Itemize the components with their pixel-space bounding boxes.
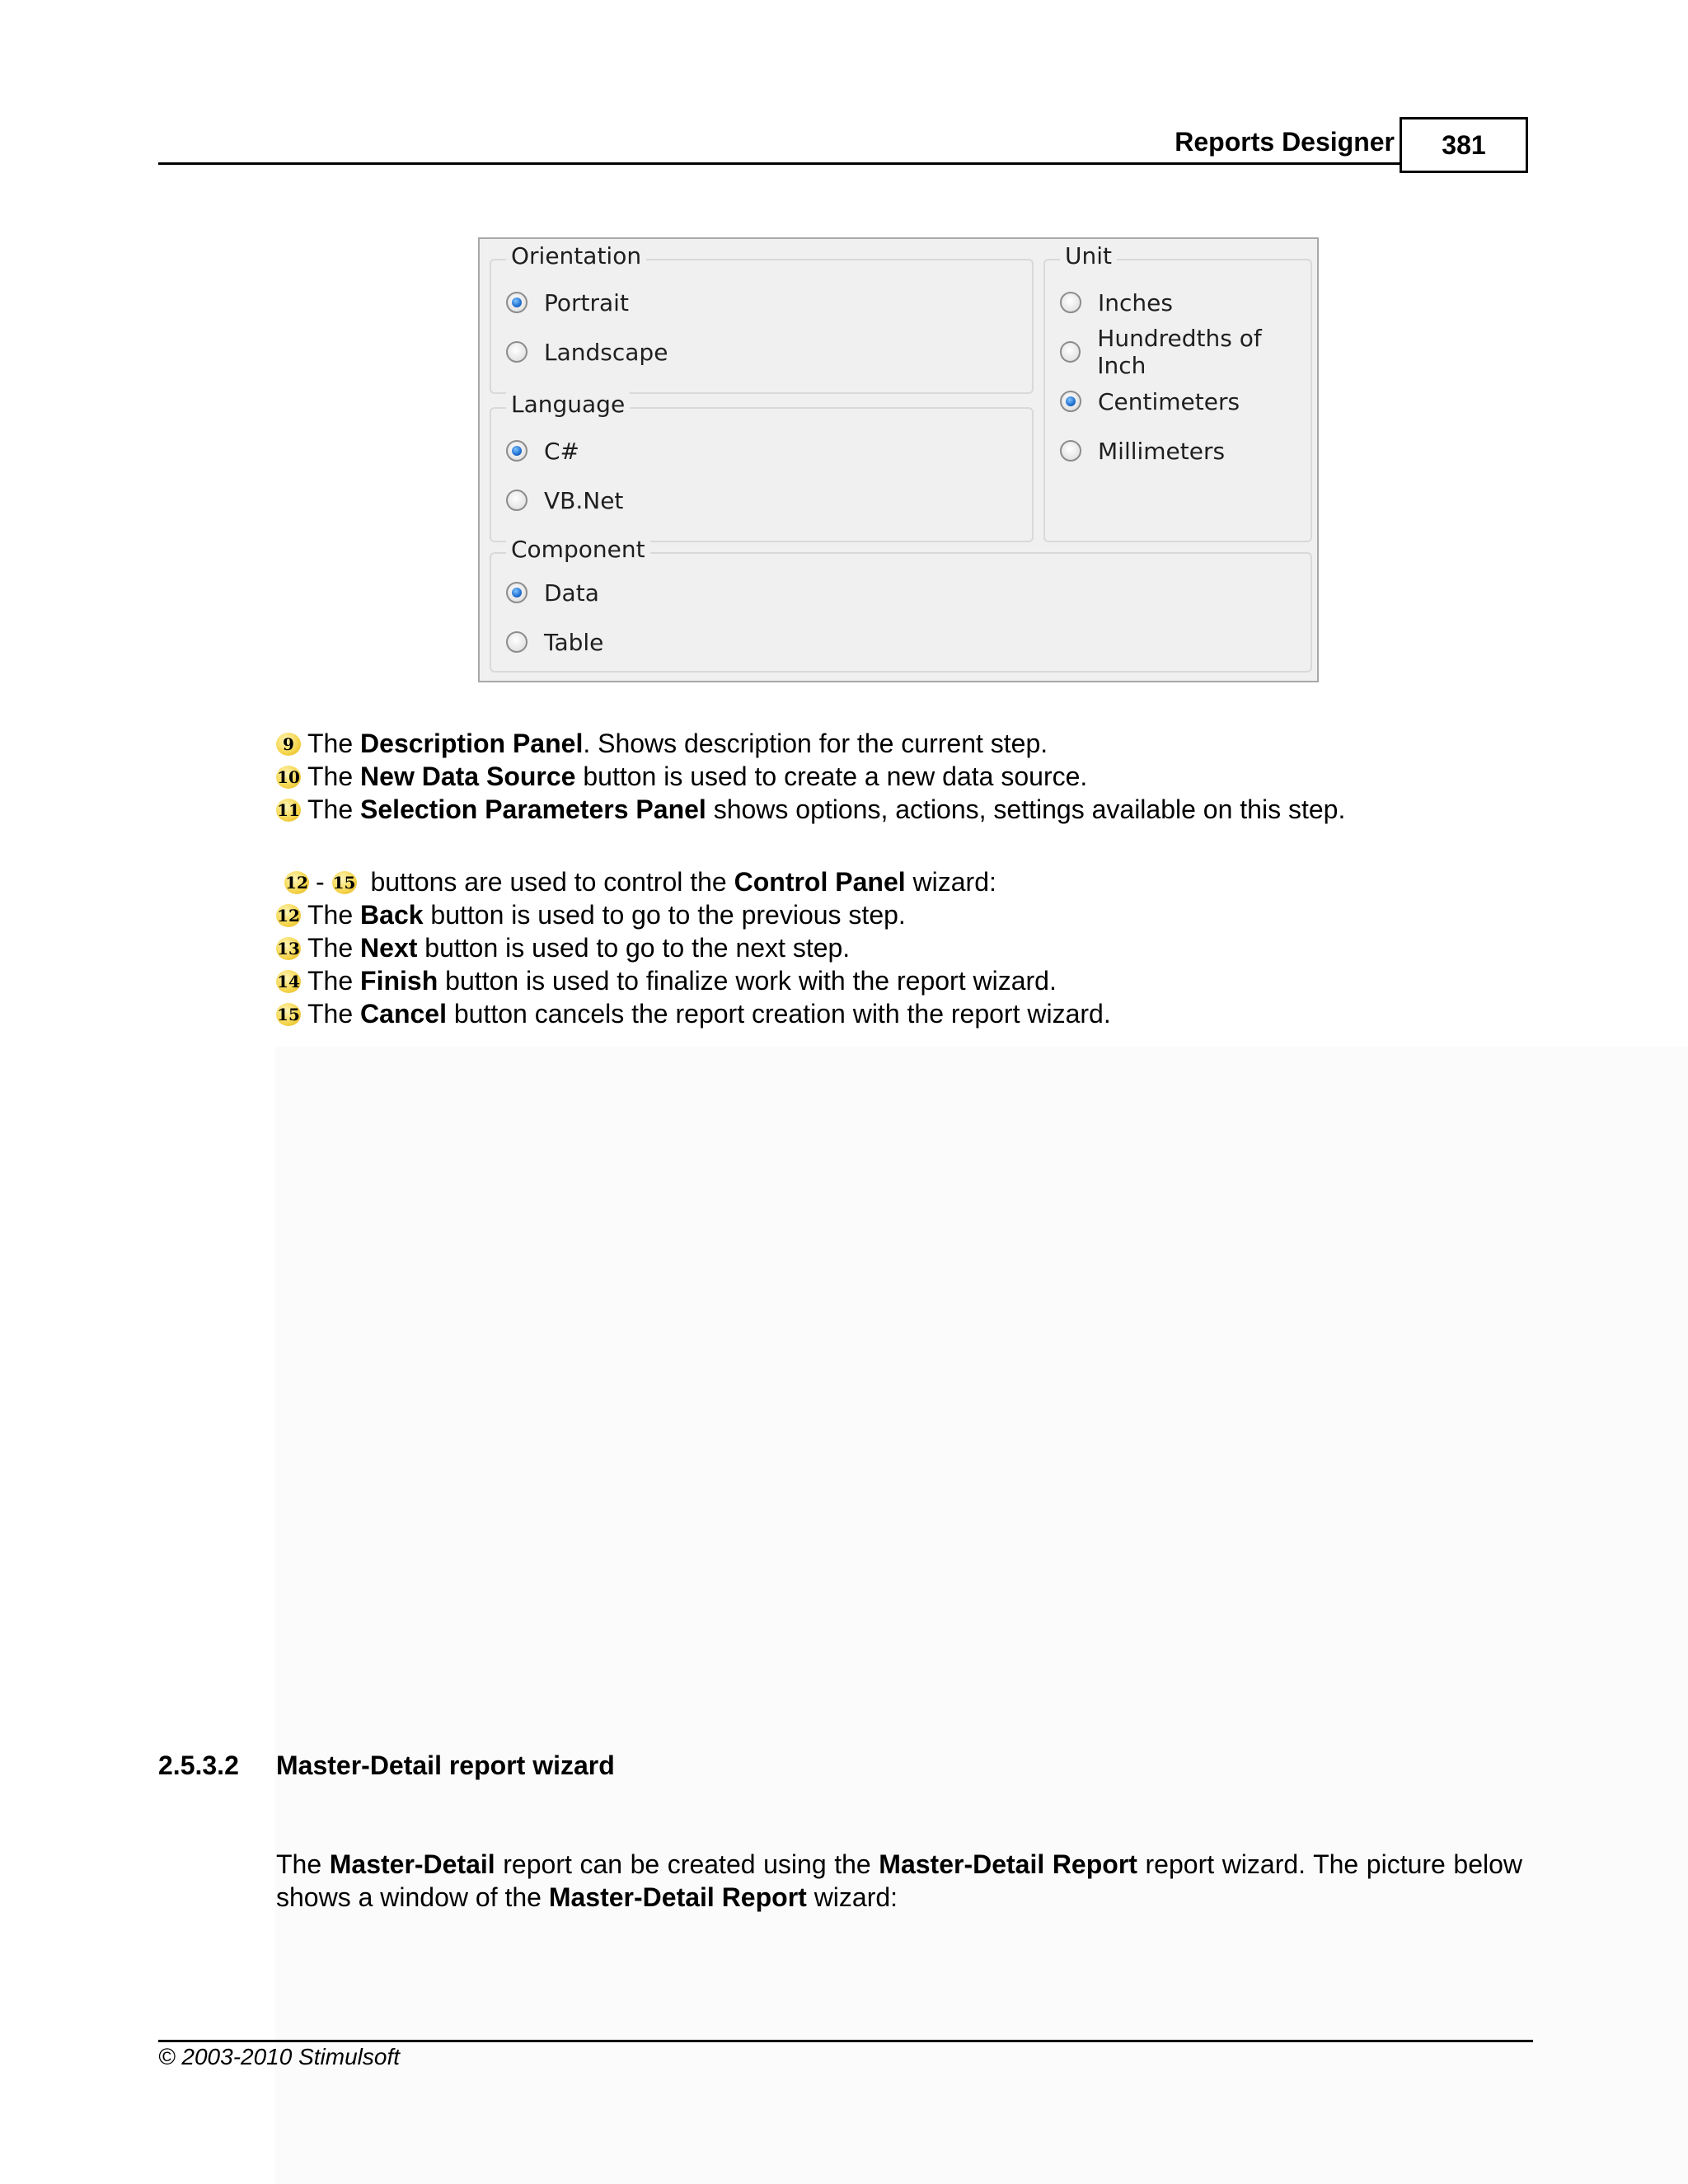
callout-badge-icon: 15 [332, 873, 356, 893]
radio-icon [1060, 292, 1081, 313]
component-group-title: Component [506, 536, 650, 564]
list-item [276, 760, 1087, 793]
orientation-group [490, 242, 1034, 394]
radio-csharp[interactable] [506, 437, 579, 465]
header-title: Reports Designer [1175, 127, 1395, 157]
language-group [490, 391, 1034, 542]
wizard-options-screenshot [478, 237, 1319, 682]
body-paragraph [276, 1848, 1522, 1914]
text: The [307, 729, 361, 758]
list-item [276, 997, 1111, 1030]
header-rule [158, 162, 1401, 165]
list-item [276, 931, 850, 964]
text: report can be created using the [495, 1849, 879, 1879]
section-number: 2.5.3.2 [158, 1750, 239, 1780]
radio-portrait[interactable] [506, 288, 629, 316]
callout-badge-icon: 15 [277, 1005, 300, 1024]
page-shade [275, 1047, 1688, 2184]
bold-term: New Data Source [360, 762, 576, 791]
callout-badge-icon: 13 [277, 939, 300, 958]
text: The [307, 900, 361, 930]
text: The [307, 966, 361, 996]
radio-label: C# [544, 437, 580, 465]
callout-badge-icon: 10 [277, 767, 300, 787]
radio-selected-icon [506, 292, 528, 313]
language-group-title: Language [506, 391, 630, 419]
text: The [276, 1849, 330, 1879]
text: The [307, 933, 361, 963]
radio-label: Data [544, 579, 599, 607]
unit-group-title: Unit [1060, 242, 1117, 270]
list-item [276, 964, 1057, 997]
bold-term: Back [360, 900, 424, 930]
text: button is used to go to the next step. [417, 933, 851, 963]
radio-selected-icon [506, 582, 528, 603]
list-item [276, 727, 1048, 760]
bold-term: Next [360, 933, 418, 963]
radio-hundredths-of-inch[interactable] [1060, 325, 1311, 379]
radio-selected-icon [1060, 391, 1081, 412]
bold-term: Control Panel [734, 867, 906, 897]
unit-group [1043, 242, 1312, 542]
footer-rule [158, 2040, 1533, 2042]
radio-icon [1060, 341, 1081, 363]
radio-label: Landscape [544, 338, 668, 366]
radio-centimeters[interactable] [1060, 387, 1240, 415]
bold-term: Description Panel [360, 729, 584, 758]
control-panel-intro [284, 865, 996, 898]
bold-term: Master-Detail Report [879, 1849, 1137, 1879]
bold-term: Cancel [360, 999, 447, 1029]
text: buttons are used to control the [363, 867, 734, 897]
text: button cancels the report creation with the report wizard. [446, 999, 1111, 1029]
list-item [276, 793, 1345, 826]
radio-vbnet[interactable] [506, 486, 623, 514]
bold-term: Finish [360, 966, 438, 996]
text: - [316, 867, 325, 897]
radio-millimeters[interactable] [1060, 437, 1225, 465]
page-number: 381 [1400, 117, 1528, 173]
orientation-group-title: Orientation [506, 242, 646, 270]
callout-badge-icon: 14 [277, 972, 300, 991]
text: The [307, 794, 361, 824]
radio-inches[interactable] [1060, 288, 1173, 316]
text: button is used to go to the previous step. [423, 900, 906, 930]
text: The [307, 999, 361, 1029]
text: report wizard. The picture below shows a window of the [276, 1849, 1523, 1912]
radio-icon [1060, 440, 1081, 462]
text: wizard: [806, 1882, 898, 1912]
list-item [276, 898, 906, 931]
callout-badge-icon: 11 [277, 800, 300, 820]
radio-label: Inches [1098, 288, 1173, 316]
radio-label: VB.Net [544, 486, 624, 514]
radio-label: Portrait [544, 288, 629, 316]
radio-icon [506, 631, 528, 653]
bold-term: Selection Parameters Panel [360, 794, 706, 824]
text: wizard: [905, 867, 996, 897]
callout-badge-icon: 12 [277, 906, 300, 926]
radio-landscape[interactable] [506, 338, 668, 366]
component-group [490, 536, 1312, 673]
callout-badge-icon: 9 [276, 733, 301, 756]
radio-table[interactable] [506, 628, 603, 656]
text: button is used to finalize work with the report wizard. [438, 966, 1057, 996]
radio-label: Centimeters [1098, 387, 1240, 415]
bold-term: Master-Detail [329, 1849, 495, 1879]
radio-label: Table [544, 628, 604, 656]
radio-data[interactable] [506, 579, 599, 607]
radio-icon [506, 341, 528, 363]
text: shows options, actions, settings available on this step. [706, 794, 1346, 824]
section-title: Master-Detail report wizard [276, 1750, 615, 1780]
radio-label: Millimeters [1098, 437, 1226, 465]
text: . Shows description for the current step. [583, 729, 1048, 758]
footer-copyright: © 2003-2010 Stimulsoft [158, 2044, 401, 2069]
text: button is used to create a new data source. [575, 762, 1088, 791]
bold-term: Master-Detail Report [548, 1882, 807, 1912]
callout-badge-icon: 12 [285, 873, 308, 893]
radio-selected-icon [506, 440, 528, 462]
radio-icon [506, 490, 528, 511]
radio-label: Hundredths of Inch [1097, 325, 1262, 379]
text: The [307, 762, 361, 791]
